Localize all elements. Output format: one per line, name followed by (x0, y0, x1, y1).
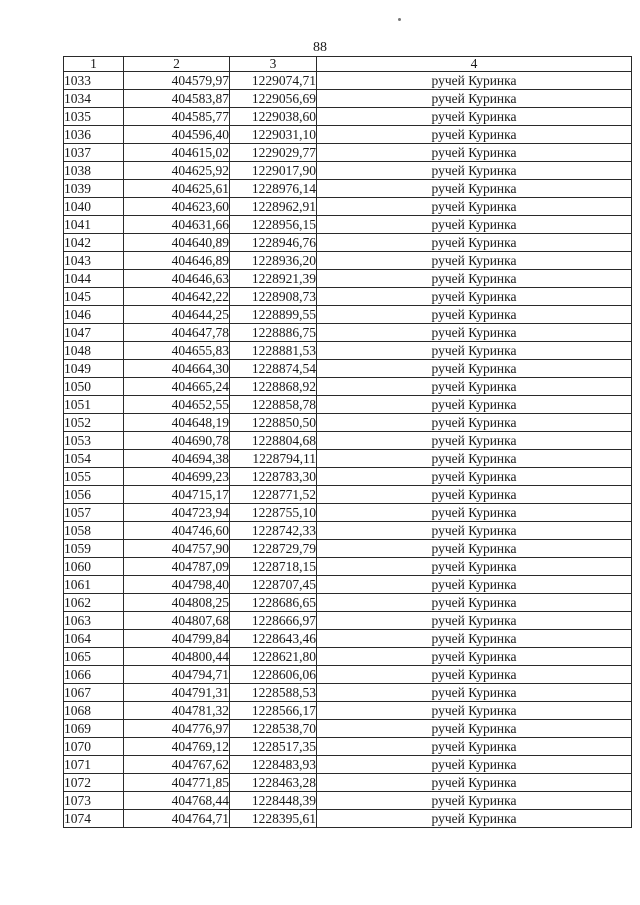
table-row (64, 684, 632, 702)
object-name: ручей Куринка (317, 504, 632, 522)
header-col-2: 2 (124, 57, 230, 72)
y-coordinate: 1228621,80 (230, 648, 317, 666)
point-number: 1060 (64, 558, 124, 576)
x-coordinate: 404690,78 (124, 432, 230, 450)
object-name: ручей Куринка (317, 756, 632, 774)
point-number: 1067 (64, 684, 124, 702)
point-number: 1048 (64, 342, 124, 360)
point-number: 1051 (64, 396, 124, 414)
x-coordinate: 404787,09 (124, 558, 230, 576)
x-coordinate: 404585,77 (124, 108, 230, 126)
table-row (64, 792, 632, 810)
table-row (64, 180, 632, 198)
point-number: 1059 (64, 540, 124, 558)
table-row (64, 810, 632, 828)
y-coordinate: 1228881,53 (230, 342, 317, 360)
object-name: ручей Куринка (317, 486, 632, 504)
point-number: 1053 (64, 432, 124, 450)
x-coordinate: 404615,02 (124, 144, 230, 162)
point-number: 1040 (64, 198, 124, 216)
table-header-row (64, 57, 632, 72)
x-coordinate: 404771,85 (124, 774, 230, 792)
point-number: 1046 (64, 306, 124, 324)
table-row (64, 378, 632, 396)
object-name: ручей Куринка (317, 558, 632, 576)
point-number: 1035 (64, 108, 124, 126)
point-number: 1074 (64, 810, 124, 828)
point-number: 1045 (64, 288, 124, 306)
x-coordinate: 404631,66 (124, 216, 230, 234)
object-name: ручей Куринка (317, 324, 632, 342)
x-coordinate: 404623,60 (124, 198, 230, 216)
x-coordinate: 404640,89 (124, 234, 230, 252)
object-name: ручей Куринка (317, 774, 632, 792)
y-coordinate: 1228742,33 (230, 522, 317, 540)
y-coordinate: 1228395,61 (230, 810, 317, 828)
x-coordinate: 404746,60 (124, 522, 230, 540)
object-name: ручей Куринка (317, 126, 632, 144)
y-coordinate: 1228783,30 (230, 468, 317, 486)
x-coordinate: 404769,12 (124, 738, 230, 756)
table-row (64, 72, 632, 90)
object-name: ручей Куринка (317, 792, 632, 810)
point-number: 1069 (64, 720, 124, 738)
point-number: 1039 (64, 180, 124, 198)
table-row (64, 666, 632, 684)
table-row (64, 756, 632, 774)
object-name: ручей Куринка (317, 162, 632, 180)
point-number: 1049 (64, 360, 124, 378)
y-coordinate: 1228946,76 (230, 234, 317, 252)
y-coordinate: 1228538,70 (230, 720, 317, 738)
y-coordinate: 1228483,93 (230, 756, 317, 774)
y-coordinate: 1228588,53 (230, 684, 317, 702)
point-number: 1062 (64, 594, 124, 612)
point-number: 1072 (64, 774, 124, 792)
y-coordinate: 1229038,60 (230, 108, 317, 126)
point-number: 1073 (64, 792, 124, 810)
y-coordinate: 1228804,68 (230, 432, 317, 450)
table-row (64, 342, 632, 360)
object-name: ручей Куринка (317, 432, 632, 450)
x-coordinate: 404646,63 (124, 270, 230, 288)
point-number: 1058 (64, 522, 124, 540)
object-name: ручей Куринка (317, 180, 632, 198)
object-name: ручей Куринка (317, 594, 632, 612)
x-coordinate: 404644,25 (124, 306, 230, 324)
object-name: ручей Куринка (317, 738, 632, 756)
table-row (64, 432, 632, 450)
table-row (64, 468, 632, 486)
x-coordinate: 404625,61 (124, 180, 230, 198)
y-coordinate: 1229056,69 (230, 90, 317, 108)
object-name: ручей Куринка (317, 666, 632, 684)
y-coordinate: 1228729,79 (230, 540, 317, 558)
point-number: 1065 (64, 648, 124, 666)
x-coordinate: 404665,24 (124, 378, 230, 396)
object-name: ручей Куринка (317, 108, 632, 126)
point-number: 1055 (64, 468, 124, 486)
x-coordinate: 404596,40 (124, 126, 230, 144)
y-coordinate: 1228718,15 (230, 558, 317, 576)
y-coordinate: 1228858,78 (230, 396, 317, 414)
x-coordinate: 404625,92 (124, 162, 230, 180)
x-coordinate: 404648,19 (124, 414, 230, 432)
x-coordinate: 404723,94 (124, 504, 230, 522)
table-row (64, 522, 632, 540)
y-coordinate: 1228755,10 (230, 504, 317, 522)
y-coordinate: 1228686,65 (230, 594, 317, 612)
table-row (64, 414, 632, 432)
object-name: ручей Куринка (317, 252, 632, 270)
point-number: 1056 (64, 486, 124, 504)
x-coordinate: 404767,62 (124, 756, 230, 774)
object-name: ручей Куринка (317, 198, 632, 216)
table-row (64, 612, 632, 630)
y-coordinate: 1228956,15 (230, 216, 317, 234)
object-name: ручей Куринка (317, 810, 632, 828)
object-name: ручей Куринка (317, 540, 632, 558)
table-row (64, 270, 632, 288)
x-coordinate: 404798,40 (124, 576, 230, 594)
table-row (64, 504, 632, 522)
header-col-1: 1 (64, 57, 124, 72)
point-number: 1034 (64, 90, 124, 108)
point-number: 1063 (64, 612, 124, 630)
x-coordinate: 404699,23 (124, 468, 230, 486)
y-coordinate: 1229031,10 (230, 126, 317, 144)
header-col-4: 4 (317, 57, 632, 72)
point-number: 1070 (64, 738, 124, 756)
page-number: 88 (313, 40, 327, 55)
y-coordinate: 1228606,06 (230, 666, 317, 684)
table-row (64, 396, 632, 414)
table-row (64, 198, 632, 216)
table-row (64, 360, 632, 378)
table-row (64, 108, 632, 126)
object-name: ручей Куринка (317, 468, 632, 486)
x-coordinate: 404757,90 (124, 540, 230, 558)
x-coordinate: 404781,32 (124, 702, 230, 720)
object-name: ручей Куринка (317, 414, 632, 432)
point-number: 1044 (64, 270, 124, 288)
x-coordinate: 404791,31 (124, 684, 230, 702)
table-row (64, 540, 632, 558)
object-name: ручей Куринка (317, 684, 632, 702)
table-row (64, 216, 632, 234)
object-name: ручей Куринка (317, 342, 632, 360)
table-row (64, 558, 632, 576)
object-name: ручей Куринка (317, 702, 632, 720)
table-row (64, 324, 632, 342)
object-name: ручей Куринка (317, 396, 632, 414)
y-coordinate: 1228850,50 (230, 414, 317, 432)
y-coordinate: 1228771,52 (230, 486, 317, 504)
object-name: ручей Куринка (317, 72, 632, 90)
table-row (64, 450, 632, 468)
table-row (64, 486, 632, 504)
object-name: ручей Куринка (317, 144, 632, 162)
y-coordinate: 1228962,91 (230, 198, 317, 216)
point-number: 1047 (64, 324, 124, 342)
x-coordinate: 404652,55 (124, 396, 230, 414)
y-coordinate: 1228794,11 (230, 450, 317, 468)
y-coordinate: 1228868,92 (230, 378, 317, 396)
y-coordinate: 1229029,77 (230, 144, 317, 162)
y-coordinate: 1228643,46 (230, 630, 317, 648)
table-row (64, 576, 632, 594)
object-name: ручей Куринка (317, 306, 632, 324)
table-row (64, 720, 632, 738)
object-name: ручей Куринка (317, 576, 632, 594)
point-number: 1066 (64, 666, 124, 684)
y-coordinate: 1228936,20 (230, 252, 317, 270)
table-row (64, 648, 632, 666)
x-coordinate: 404776,97 (124, 720, 230, 738)
point-number: 1064 (64, 630, 124, 648)
object-name: ручей Куринка (317, 630, 632, 648)
x-coordinate: 404579,97 (124, 72, 230, 90)
x-coordinate: 404808,25 (124, 594, 230, 612)
object-name: ручей Куринка (317, 288, 632, 306)
y-coordinate: 1228463,28 (230, 774, 317, 792)
table-row (64, 162, 632, 180)
x-coordinate: 404794,71 (124, 666, 230, 684)
object-name: ручей Куринка (317, 270, 632, 288)
point-number: 1057 (64, 504, 124, 522)
x-coordinate: 404655,83 (124, 342, 230, 360)
table-row (64, 288, 632, 306)
table-body (64, 72, 632, 828)
object-name: ручей Куринка (317, 648, 632, 666)
y-coordinate: 1228921,39 (230, 270, 317, 288)
table-row (64, 306, 632, 324)
header-col-3: 3 (230, 57, 317, 72)
table-row (64, 774, 632, 792)
point-number: 1041 (64, 216, 124, 234)
point-number: 1043 (64, 252, 124, 270)
object-name: ручей Куринка (317, 450, 632, 468)
point-number: 1033 (64, 72, 124, 90)
x-coordinate: 404807,68 (124, 612, 230, 630)
x-coordinate: 404642,22 (124, 288, 230, 306)
point-number: 1061 (64, 576, 124, 594)
object-name: ручей Куринка (317, 216, 632, 234)
object-name: ручей Куринка (317, 234, 632, 252)
y-coordinate: 1228517,35 (230, 738, 317, 756)
x-coordinate: 404583,87 (124, 90, 230, 108)
table-row (64, 630, 632, 648)
x-coordinate: 404768,44 (124, 792, 230, 810)
point-number: 1050 (64, 378, 124, 396)
x-coordinate: 404664,30 (124, 360, 230, 378)
object-name: ручей Куринка (317, 360, 632, 378)
table-row (64, 594, 632, 612)
y-coordinate: 1228908,73 (230, 288, 317, 306)
scan-dot-top (398, 18, 401, 21)
y-coordinate: 1228874,54 (230, 360, 317, 378)
y-coordinate: 1228666,97 (230, 612, 317, 630)
table-row (64, 252, 632, 270)
x-coordinate: 404715,17 (124, 486, 230, 504)
object-name: ручей Куринка (317, 378, 632, 396)
table-row (64, 702, 632, 720)
point-number: 1036 (64, 126, 124, 144)
table-row (64, 234, 632, 252)
y-coordinate: 1229074,71 (230, 72, 317, 90)
x-coordinate: 404800,44 (124, 648, 230, 666)
point-number: 1054 (64, 450, 124, 468)
point-number: 1042 (64, 234, 124, 252)
y-coordinate: 1228448,39 (230, 792, 317, 810)
y-coordinate: 1228707,45 (230, 576, 317, 594)
x-coordinate: 404764,71 (124, 810, 230, 828)
object-name: ручей Куринка (317, 720, 632, 738)
coordinates-table (63, 56, 632, 828)
table-row (64, 126, 632, 144)
point-number: 1052 (64, 414, 124, 432)
x-coordinate: 404694,38 (124, 450, 230, 468)
object-name: ручей Куринка (317, 522, 632, 540)
point-number: 1068 (64, 702, 124, 720)
x-coordinate: 404646,89 (124, 252, 230, 270)
x-coordinate: 404799,84 (124, 630, 230, 648)
y-coordinate: 1228899,55 (230, 306, 317, 324)
object-name: ручей Куринка (317, 90, 632, 108)
point-number: 1071 (64, 756, 124, 774)
y-coordinate: 1228976,14 (230, 180, 317, 198)
y-coordinate: 1228886,75 (230, 324, 317, 342)
y-coordinate: 1228566,17 (230, 702, 317, 720)
x-coordinate: 404647,78 (124, 324, 230, 342)
y-coordinate: 1229017,90 (230, 162, 317, 180)
table-row (64, 144, 632, 162)
table-row (64, 738, 632, 756)
point-number: 1037 (64, 144, 124, 162)
object-name: ручей Куринка (317, 612, 632, 630)
point-number: 1038 (64, 162, 124, 180)
table-row (64, 90, 632, 108)
